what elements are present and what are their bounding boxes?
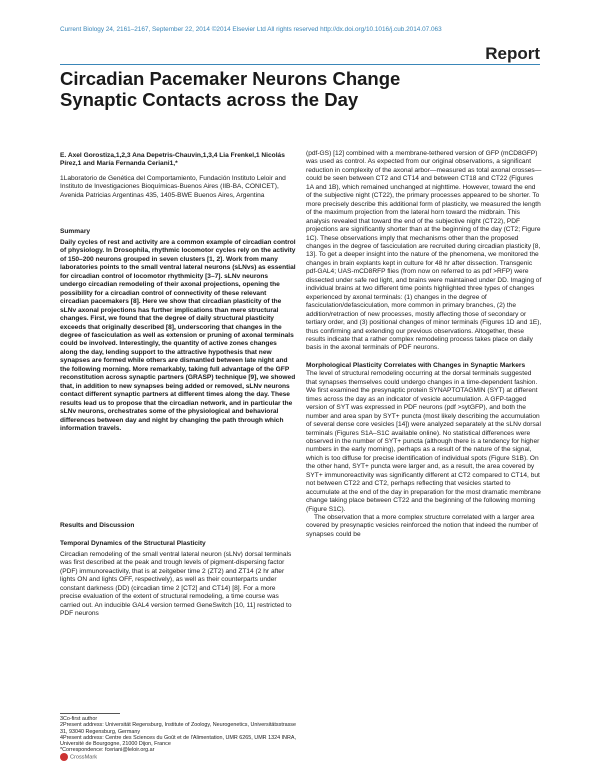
paragraph: The level of structural remodeling occurring at the dorsal terminals suggested that synapses themselves could undergo changes in a time-dependent fashion. We first examined the presynaptic protein SYNAPTOTAGMIN (SYT) at different times across the day as an indicator of vesicle accumulation. A GFP-tagged version of SYT was expressed in PDF neurons (pdf >sytGFP), and both the number and area span by SYT+ puncta (most likely describing the accumulation of several dense core vesicles [14]) were analyzed separately at the sLNv dorsal terminals (Figures S1A–S1C available online). No statistical differences were observed in the number of SYT+ puncta (although there is a tendency for higher numbers in the early morning), perhaps as a result of the nature of the signal, which is too diffuse for precise identification of individual spots (Figure S1B). On the other hand, SYT+ puncta were larger and, as a result, the area covered by SYT+ immunoreactivity was significantly different at CT2 compared to CT14, but not between CT22 and CT2, perhaps reflecting that vesicles started to accumulate at the end of the day in preparation for the most dramatic membrane change taking place between CT22 and the beginning of the following morning (Figure S1C).: [306, 370, 541, 513]
section-heading-morphological: Morphological Plasticity Correlates with Changes in Synaptic Markers: [306, 361, 526, 369]
footnotes: [60, 716, 296, 754]
crossmark-label: CrossMark: [70, 754, 98, 761]
crossmark-logo[interactable]: [60, 753, 97, 761]
summary-text: Daily cycles of rest and activity are a common example of circadian control of physiology. In Drosophila, rhythmic locomotor cycles rely on the activity of 150–200 neurons grouped in seven clusters [1, 2]. Work from many laboratories points to the small ventral lateral neurons (sLNvs) as essential for circadian control of locomotor rhythmicity [3–7]. sLNv neurons undergo circadian remodeling of their axonal projections, opening the possibility for a circadian control of connectivity of these relevant circadian pacemakers [8]. Here we show that circadian plasticity of the sLNv axonal projections has further implications than mere structural changes. First, we found that the degree of daily structural plasticity exceeds that originally described [8], underscoring that changes in the degree of fasciculation as well as extension or pruning of axonal terminals could be involved. Interestingly, the quantity of active zones changes along the day, lending support to the attractive hypothesis that new synapses are formed while others are dismantled between late night and the following morning. More remarkably, taking full advantage of the GFP reconstitution across synaptic partners (GRASP) technique [9], we showed that, in addition to new synapses being added or removed, sLNv neurons contact different synaptic partners at different times along the day. These results lead us to propose that the circadian network, and in particular the sLNv neurons, orchestrates some of the physiological and behavioral differences between day and night by changing the path through which information travels.: [60, 239, 296, 432]
page-title: Circadian Pacemaker Neurons Change Synaptic Contacts across the Day: [60, 68, 401, 110]
header-rule: [60, 64, 540, 65]
footnote-correspondence: *Correspondence: fceriani@leloir.org.ar: [60, 747, 155, 754]
footnote: 3Co-first author: [60, 716, 98, 722]
crossmark-icon: [60, 753, 68, 761]
results-heading: Results and Discussion: [60, 522, 135, 529]
section-heading-temporal: Temporal Dynamics of the Structural Plasticity: [60, 540, 206, 547]
right-column: [306, 150, 542, 539]
section-body-temporal: Circadian remodeling of the small ventral lateral neuron (sLNv) dorsal terminals was first described at the peak and trough levels of pigment-dispersing factor (PDF) immunoreactivity, that is at zeitgeber time 2 (ZT2) and ZT14 (2 hr after lights ON and lights OFF, respectively), as well as their counterparts under constant darkness (DD) (circadian time 2 [CT2] and CT14) [8]. For a more precise evaluation of the extent of structural remodeling, a time course was carried out. An inducible GAL4 version termed GeneSwitch [10, 11] restricted to PDF neurons: [60, 551, 292, 618]
journal-citation: Current Biology 24, 2161–2167, September 22, 2014 ©2014 Elsevier Ltd All rights reserved http://dx.doi.org/10.1016/j.cub.2014.07.063: [60, 26, 442, 33]
paragraph: (pdf-GS) [12] combined with a membrane-tethered version of GFP (mCD8GFP) was used as control. As expected from our original observations, a significant reduction in complexity of the axonal arbor—measured as total axonal crosses—could be seen between CT2 and CT14 and between CT18 and CT22 (Figures 1A and 1B), which remained unchanged at nighttime. However, toward the end of the subjective night (CT22), the primary processes appeared to be shorter. To more precisely describe this additional form of plasticity, we measured the length of the maximum projection from the lateral horn toward the midbrain. This analysis revealed that toward the end of the subjective night (CT22), PDF projections are significantly shorter than at the beginning of the day (CT2; Figure 1C). These observations imply that mechanisms other than the proposed changes in the degree of fasciculation are recruited during circadian plasticity [8, 13]. To get a deeper insight into the nature of the phenomena, we monitored the changes in brain explants kept in culture for 48 hr after dissection. Transgenic pdf-GAL4; UAS-mCD8RFP flies (from now on referred to as pdf >RFP) were dissected under safe red light, and brains were maintained under DD. Imaging of individual brains at two different time points highlighted three types of changes experienced by axonal terminals: (1) changes in the degree of fasciculation/defasciculation, more common in primary branches, (2) the addition/retraction of new processes, mostly affecting those of secondary or tertiary order, and (3) positional changes of minor terminals (Figures 1D and 1E), thus confirming and extending our previous observations. Altogether, these results indicate that a rather complex remodeling process takes place on daily basis in the axonal terminals of PDF neurons.: [306, 150, 542, 352]
footnote: 2Present address: Universität Regensburg, Institute of Zoology, Neurogenetics, Universitätsstrasse 31, 93040 Regensburg, Germany: [60, 722, 297, 735]
author-list: E. Axel Gorostiza,1,2,3 Ana Depetris-Chauvin,1,3,4 Lia Frenkel,1 Nicolás Pírez,1 and María Fernanda Ceriani1,*: [60, 152, 285, 168]
article-type: Report: [485, 44, 540, 63]
footnote: 4Present address: Centre des Sciences du Goût et de l'Alimentation, UMR 6265, UMR 1324 INRA, Université de Bourgogne, 21000 Dijon, France: [60, 734, 296, 748]
footnote-rule: [60, 713, 120, 714]
paragraph: The observation that a more complex structure correlated with a larger area covered by presynaptic vesicles reinforced the notion that indeed the number of synapses could be: [306, 514, 539, 538]
summary-heading: Summary: [60, 228, 91, 235]
affiliation: 1Laboratorio de Genética del Comportamiento, Fundación Instituto Leloir and Instituto de Investigaciones Bioquímicas-Buenos Aires (IIB-BA, CONICET), Avenida Patricias Argentinas 435, 1405-BWE Buenos Aires, Argentina: [60, 175, 286, 199]
